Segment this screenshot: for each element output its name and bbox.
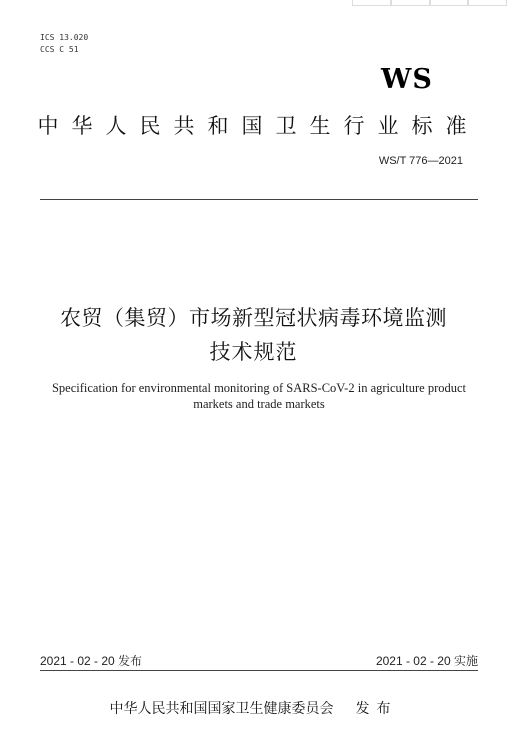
header-tabs <box>352 0 507 6</box>
issuer-line <box>0 698 507 718</box>
bottom-divider <box>40 670 478 671</box>
implementation-date: 2021 - 02 - 20 实施 <box>375 654 478 668</box>
issuer-name: 中华人民共和国国家卫生健康委员会 <box>109 701 334 717</box>
header-tab <box>352 0 391 6</box>
ics-code: ICS 13.020 <box>40 33 89 42</box>
issue-date: 2021 - 02 - 20 发布 <box>40 654 143 668</box>
title-zh-line2: 技术规范 <box>209 340 298 364</box>
ccs-code: CCS C 51 <box>40 45 79 54</box>
title-en: Specification for environmental monitoring of SARS-CoV-2 in agriculture product markets and trade markets <box>51 381 467 411</box>
top-divider <box>40 199 478 200</box>
ws-logo: WS <box>381 64 433 95</box>
header-tab <box>468 0 507 6</box>
title-zh-line1: 农贸（集贸）市场新型冠状病毒环境监测 <box>60 306 447 330</box>
standard-type-heading: 中华人民共和国卫生行业标准 <box>37 114 480 138</box>
issuer-action: 发布 <box>355 701 398 717</box>
standard-number: WS/T 776—2021 <box>378 155 463 167</box>
header-tab <box>391 0 430 6</box>
header-tab <box>430 0 469 6</box>
